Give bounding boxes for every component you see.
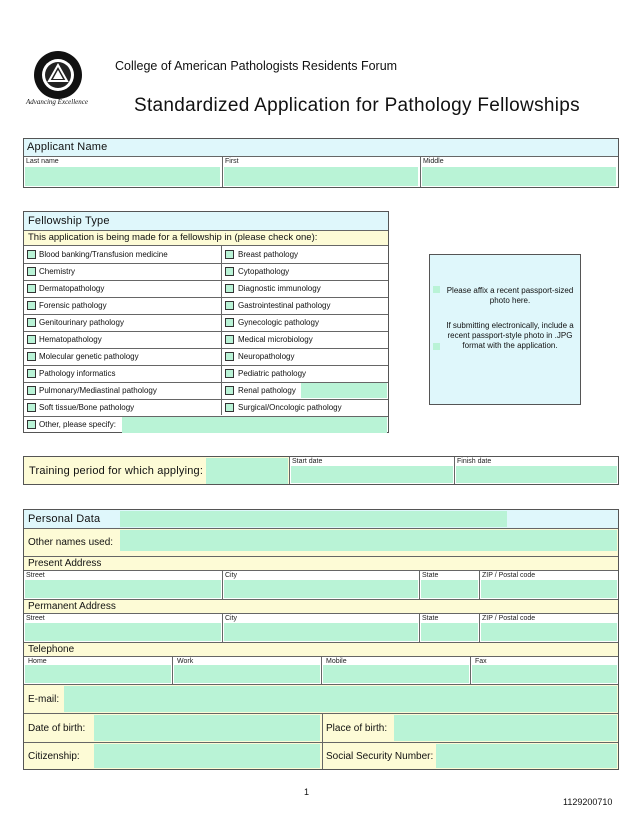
fellowship-option-label: Gastrointestinal pathology bbox=[238, 301, 331, 310]
photo-marker-icon bbox=[433, 286, 440, 293]
org-name: College of American Pathologists Residents Forum bbox=[115, 59, 398, 73]
fellowship-option-label: Blood banking/Transfusion medicine bbox=[39, 250, 168, 259]
present-address-field-input[interactable] bbox=[25, 580, 221, 598]
email-input[interactable] bbox=[64, 686, 617, 712]
fellowship-checkbox[interactable] bbox=[27, 267, 36, 276]
renal-extra-input[interactable] bbox=[301, 383, 387, 398]
permanent-address-field-label: ZIP / Postal code bbox=[482, 615, 536, 622]
photo-electronic-instruction: If submitting electronically, include a recent passport-style photo in .JPG format with the application. bbox=[446, 321, 574, 350]
first-name-input[interactable] bbox=[224, 167, 418, 186]
fellowship-checkbox[interactable] bbox=[225, 284, 234, 293]
finish-date-label: Finish date bbox=[457, 458, 492, 465]
permanent-address-field-input[interactable] bbox=[421, 623, 478, 641]
fellowship-checkbox[interactable] bbox=[27, 369, 36, 378]
other-names-label: Other names used: bbox=[28, 537, 114, 548]
last-name-label: Last name bbox=[26, 158, 59, 165]
fellowship-checkbox[interactable] bbox=[225, 250, 234, 259]
start-date-label: Start date bbox=[292, 458, 323, 465]
fellowship-option-label: Chemistry bbox=[39, 267, 76, 276]
fellowship-checkbox[interactable] bbox=[27, 284, 36, 293]
fellowship-checkbox[interactable] bbox=[27, 386, 36, 395]
training-label: Training period for which applying: bbox=[29, 465, 204, 477]
fellowship-option-label: Genitourinary pathology bbox=[39, 318, 124, 327]
present-address-field-input[interactable] bbox=[481, 580, 617, 598]
fellowship-type-section bbox=[23, 211, 389, 433]
fellowship-checkbox[interactable] bbox=[27, 250, 36, 259]
permanent-address-field-input[interactable] bbox=[25, 623, 221, 641]
applicant-name-section bbox=[23, 138, 619, 188]
fellowship-option-label: Diagnostic immunology bbox=[238, 284, 321, 293]
fellowship-checkbox[interactable] bbox=[225, 318, 234, 327]
work-phone-input[interactable] bbox=[174, 665, 320, 683]
dob-input[interactable] bbox=[94, 715, 320, 741]
middle-name-label: Middle bbox=[423, 158, 444, 165]
home-phone-input[interactable] bbox=[25, 665, 171, 683]
present-address-title: Present Address bbox=[28, 558, 102, 569]
fellowship-checkbox[interactable] bbox=[27, 318, 36, 327]
citizenship-input[interactable] bbox=[94, 744, 320, 768]
start-date-input[interactable] bbox=[291, 466, 453, 483]
last-name-input[interactable] bbox=[25, 167, 220, 186]
personal-data-title: Personal Data bbox=[28, 513, 101, 525]
fellowship-option-label: Forensic pathology bbox=[39, 301, 107, 310]
permanent-address-field-label: State bbox=[422, 615, 439, 622]
mobile-phone-input[interactable] bbox=[323, 665, 469, 683]
page-title: Standardized Application for Pathology Fellowships bbox=[134, 95, 580, 116]
other-specialty-checkbox[interactable] bbox=[27, 420, 36, 429]
permanent-address-title: Permanent Address bbox=[28, 601, 116, 612]
fellowship-checkbox[interactable] bbox=[225, 267, 234, 276]
training-period-section bbox=[23, 456, 619, 485]
logo-tagline: Advancing Excellence bbox=[26, 98, 88, 106]
mobile-phone-label: Mobile bbox=[326, 658, 347, 665]
fellowship-checkbox[interactable] bbox=[225, 386, 234, 395]
citizenship-label: Citizenship: bbox=[28, 751, 80, 762]
page-number: 1 bbox=[304, 787, 310, 797]
fellowship-option-label: Neuropathology bbox=[238, 352, 295, 361]
form-code: 1129200710 bbox=[563, 797, 613, 807]
middle-name-input[interactable] bbox=[422, 167, 616, 186]
work-phone-label: Work bbox=[177, 658, 194, 665]
ssn-label: Social Security Number: bbox=[326, 751, 434, 762]
permanent-address-field-label: City bbox=[225, 615, 238, 622]
other-specialty-label: Other, please specify: bbox=[39, 420, 116, 429]
present-address-field-input[interactable] bbox=[224, 580, 418, 598]
personal-data-input[interactable] bbox=[120, 511, 507, 527]
fellowship-option-label: Gynecologic pathology bbox=[238, 318, 319, 327]
fellowship-checkbox[interactable] bbox=[27, 352, 36, 361]
pob-label: Place of birth: bbox=[326, 723, 388, 734]
finish-date-input[interactable] bbox=[456, 466, 617, 483]
personal-data-section bbox=[23, 509, 619, 770]
fellowship-option-label: Pulmonary/Mediastinal pathology bbox=[39, 386, 157, 395]
photo-marker-icon-2 bbox=[433, 343, 440, 350]
dob-label: Date of birth: bbox=[28, 723, 86, 734]
fellowship-option-label: Renal pathology bbox=[238, 386, 296, 395]
email-label: E-mail: bbox=[28, 694, 60, 705]
fellowship-option-label: Pediatric pathology bbox=[238, 369, 307, 378]
fellowship-option-label: Surgical/Oncologic pathology bbox=[238, 403, 342, 412]
fellowship-checkbox[interactable] bbox=[27, 335, 36, 344]
home-phone-label: Home bbox=[28, 658, 47, 665]
present-address-field-label: ZIP / Postal code bbox=[482, 572, 536, 579]
fellowship-option-label: Molecular genetic pathology bbox=[39, 352, 139, 361]
present-address-field-label: City bbox=[225, 572, 238, 579]
fellowship-instruction: This application is being made for a fellowship in (please check one): bbox=[28, 232, 318, 243]
fax-label: Fax bbox=[475, 658, 487, 665]
permanent-address-field-label: Street bbox=[26, 615, 45, 622]
fellowship-option-label: Medical microbiology bbox=[238, 335, 313, 344]
fellowship-checkbox[interactable] bbox=[27, 403, 36, 412]
fellowship-type-title: Fellowship Type bbox=[28, 215, 110, 227]
fellowship-option-label: Pathology informatics bbox=[39, 369, 116, 378]
fellowship-checkbox[interactable] bbox=[225, 335, 234, 344]
fellowship-checkbox[interactable] bbox=[225, 352, 234, 361]
fellowship-checkbox[interactable] bbox=[225, 369, 234, 378]
photo-instruction: Please affix a recent passport-sized photo here. bbox=[446, 286, 574, 305]
permanent-address-field-input[interactable] bbox=[481, 623, 617, 641]
fellowship-checkbox[interactable] bbox=[27, 301, 36, 310]
fellowship-checkbox[interactable] bbox=[225, 403, 234, 412]
fellowship-option-label: Soft tissue/Bone pathology bbox=[39, 403, 135, 412]
present-address-field-label: State bbox=[422, 572, 439, 579]
fax-input[interactable] bbox=[472, 665, 617, 683]
pob-input[interactable] bbox=[394, 715, 617, 741]
first-name-label: First bbox=[225, 158, 239, 165]
present-address-field-label: Street bbox=[26, 572, 45, 579]
fellowship-option-label: Cytopathology bbox=[238, 267, 290, 276]
other-names-input[interactable] bbox=[120, 530, 617, 551]
training-extra-input[interactable] bbox=[206, 458, 288, 484]
applicant-name-title: Applicant Name bbox=[27, 141, 108, 153]
telephone-title: Telephone bbox=[28, 644, 75, 655]
other-specialty-input[interactable] bbox=[122, 417, 387, 433]
photo-box[interactable] bbox=[429, 254, 581, 405]
permanent-address-field-input[interactable] bbox=[224, 623, 418, 641]
fellowship-option-label: Hematopathology bbox=[39, 335, 102, 344]
fellowship-option-label: Breast pathology bbox=[238, 250, 299, 259]
present-address-field-input[interactable] bbox=[421, 580, 478, 598]
fellowship-checkbox[interactable] bbox=[225, 301, 234, 310]
ssn-input[interactable] bbox=[436, 744, 617, 768]
fellowship-option-label: Dermatopathology bbox=[39, 284, 105, 293]
